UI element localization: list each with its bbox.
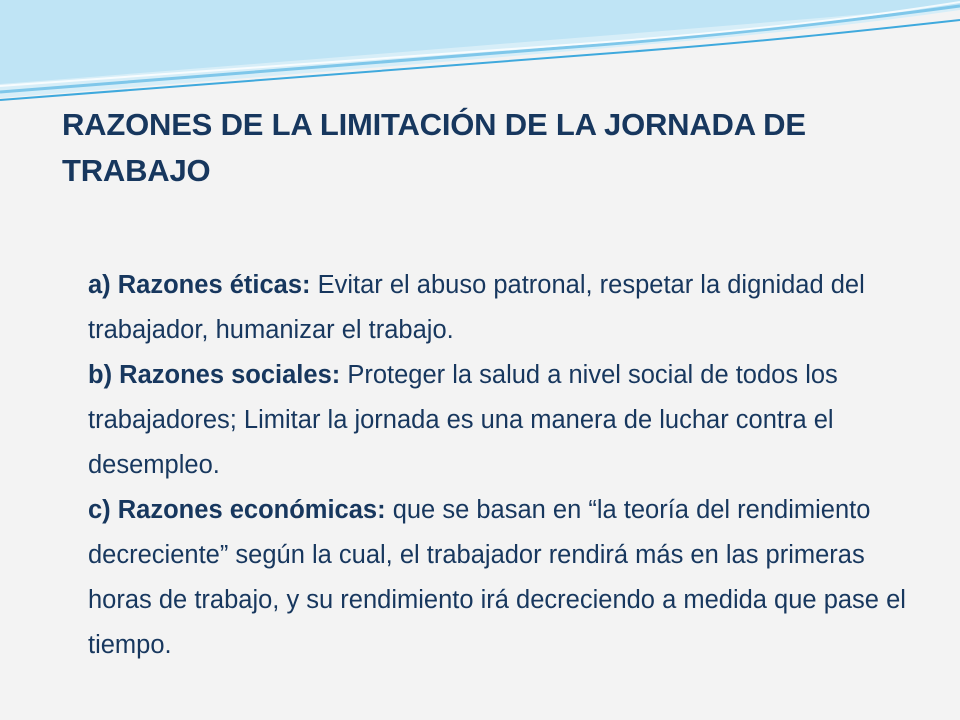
item-text: que se basan en “la teoría del rendimiento decreciente” según la cual, el trabajador rendirá más en las primeras horas de trabajo, y su rendimiento irá decreciendo a medida que pase el tiempo. — [88, 496, 906, 659]
item-label: b) Razones sociales: — [88, 361, 341, 389]
item-text: Proteger la salud a nivel social de todos los trabajadores; Limitar la jornada es una manera de luchar contra el desempleo. — [88, 361, 838, 479]
list-item — [88, 353, 908, 488]
list-item — [88, 488, 908, 668]
list-item — [88, 263, 908, 353]
slide-title: RAZONES DE LA LIMITACIÓN DE LA JORNADA DE TRABAJO — [62, 107, 806, 188]
slide-body — [88, 263, 908, 668]
item-label: a) Razones éticas: — [88, 271, 311, 299]
item-text: Evitar el abuso patronal, respetar la dignidad del trabajador, humanizar el trabajo. — [88, 271, 865, 344]
item-label: c) Razones económicas: — [88, 496, 386, 524]
